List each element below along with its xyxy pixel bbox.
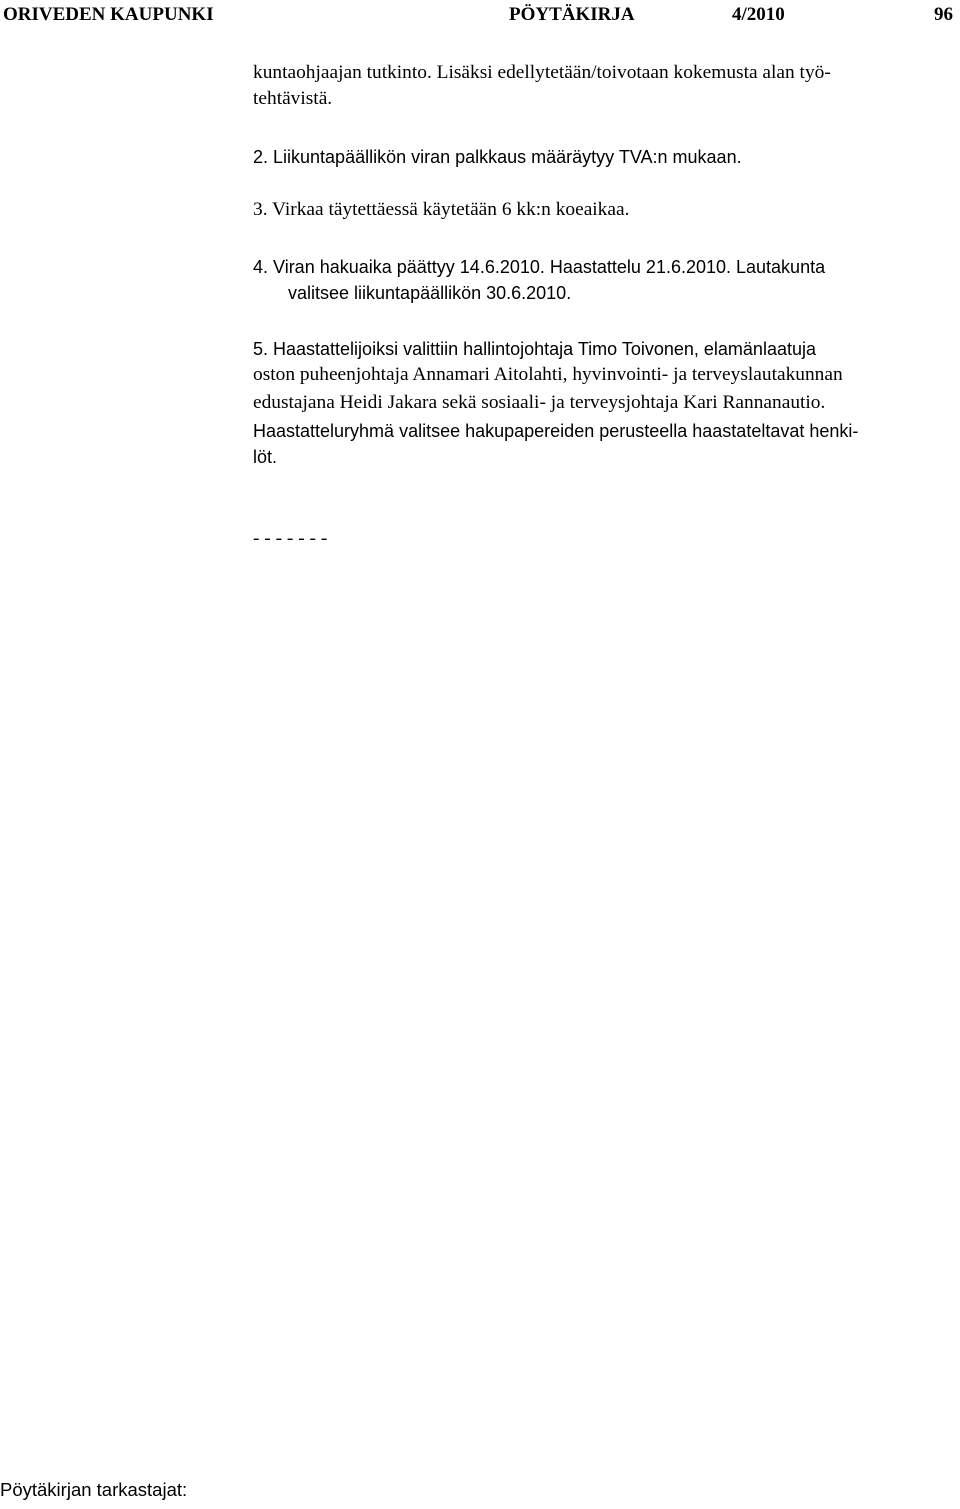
item-2: 2. Liikuntapäällikön viran palkkaus määräytyy TVA:n mukaan.: [253, 147, 742, 167]
item-4-line-1: 4. Viran hakuaika päättyy 14.6.2010. Haastattelu 21.6.2010. Lautakunta: [253, 257, 826, 277]
item-5-line-5: löt.: [253, 447, 278, 467]
section-separator: - - - - - - -: [253, 528, 328, 549]
page-header: [0, 0, 960, 34]
item-3: 3. Virkaa täytettäessä käytetään 6 kk:n koeaikaa.: [253, 199, 630, 220]
document-type: PÖYTÄKIRJA: [509, 4, 635, 25]
footer-reviewers-label: Pöytäkirjan tarkastajat:: [0, 1479, 188, 1500]
intro-line-2: tehtävistä.: [253, 88, 333, 109]
organization-name: ORIVEDEN KAUPUNKI: [3, 4, 214, 25]
item-5-line-2: oston puheenjohtaja Annamari Aitolahti, hyvinvointi- ja terveyslautakunnan: [253, 364, 843, 385]
item-4-line-2: valitsee liikuntapäällikön 30.6.2010.: [288, 283, 572, 303]
intro-line-1: kuntaohjaajan tutkinto. Lisäksi edellytetään/toivotaan kokemusta alan työ-: [253, 62, 831, 83]
item-5-line-3: edustajana Heidi Jakara sekä sosiaali- ja terveysjohtaja Kari Rannanautio.: [253, 392, 826, 413]
item-5-line-4: Haastatteluryhmä valitsee hakupapereiden perusteella haastateltavat henki-: [253, 421, 859, 441]
document-number: 4/2010: [732, 4, 785, 25]
item-5-line-1: 5. Haastattelijoiksi valittiin hallintojohtaja Timo Toivonen, elamänlaatuja: [253, 339, 816, 359]
page-number: 96: [934, 4, 953, 25]
